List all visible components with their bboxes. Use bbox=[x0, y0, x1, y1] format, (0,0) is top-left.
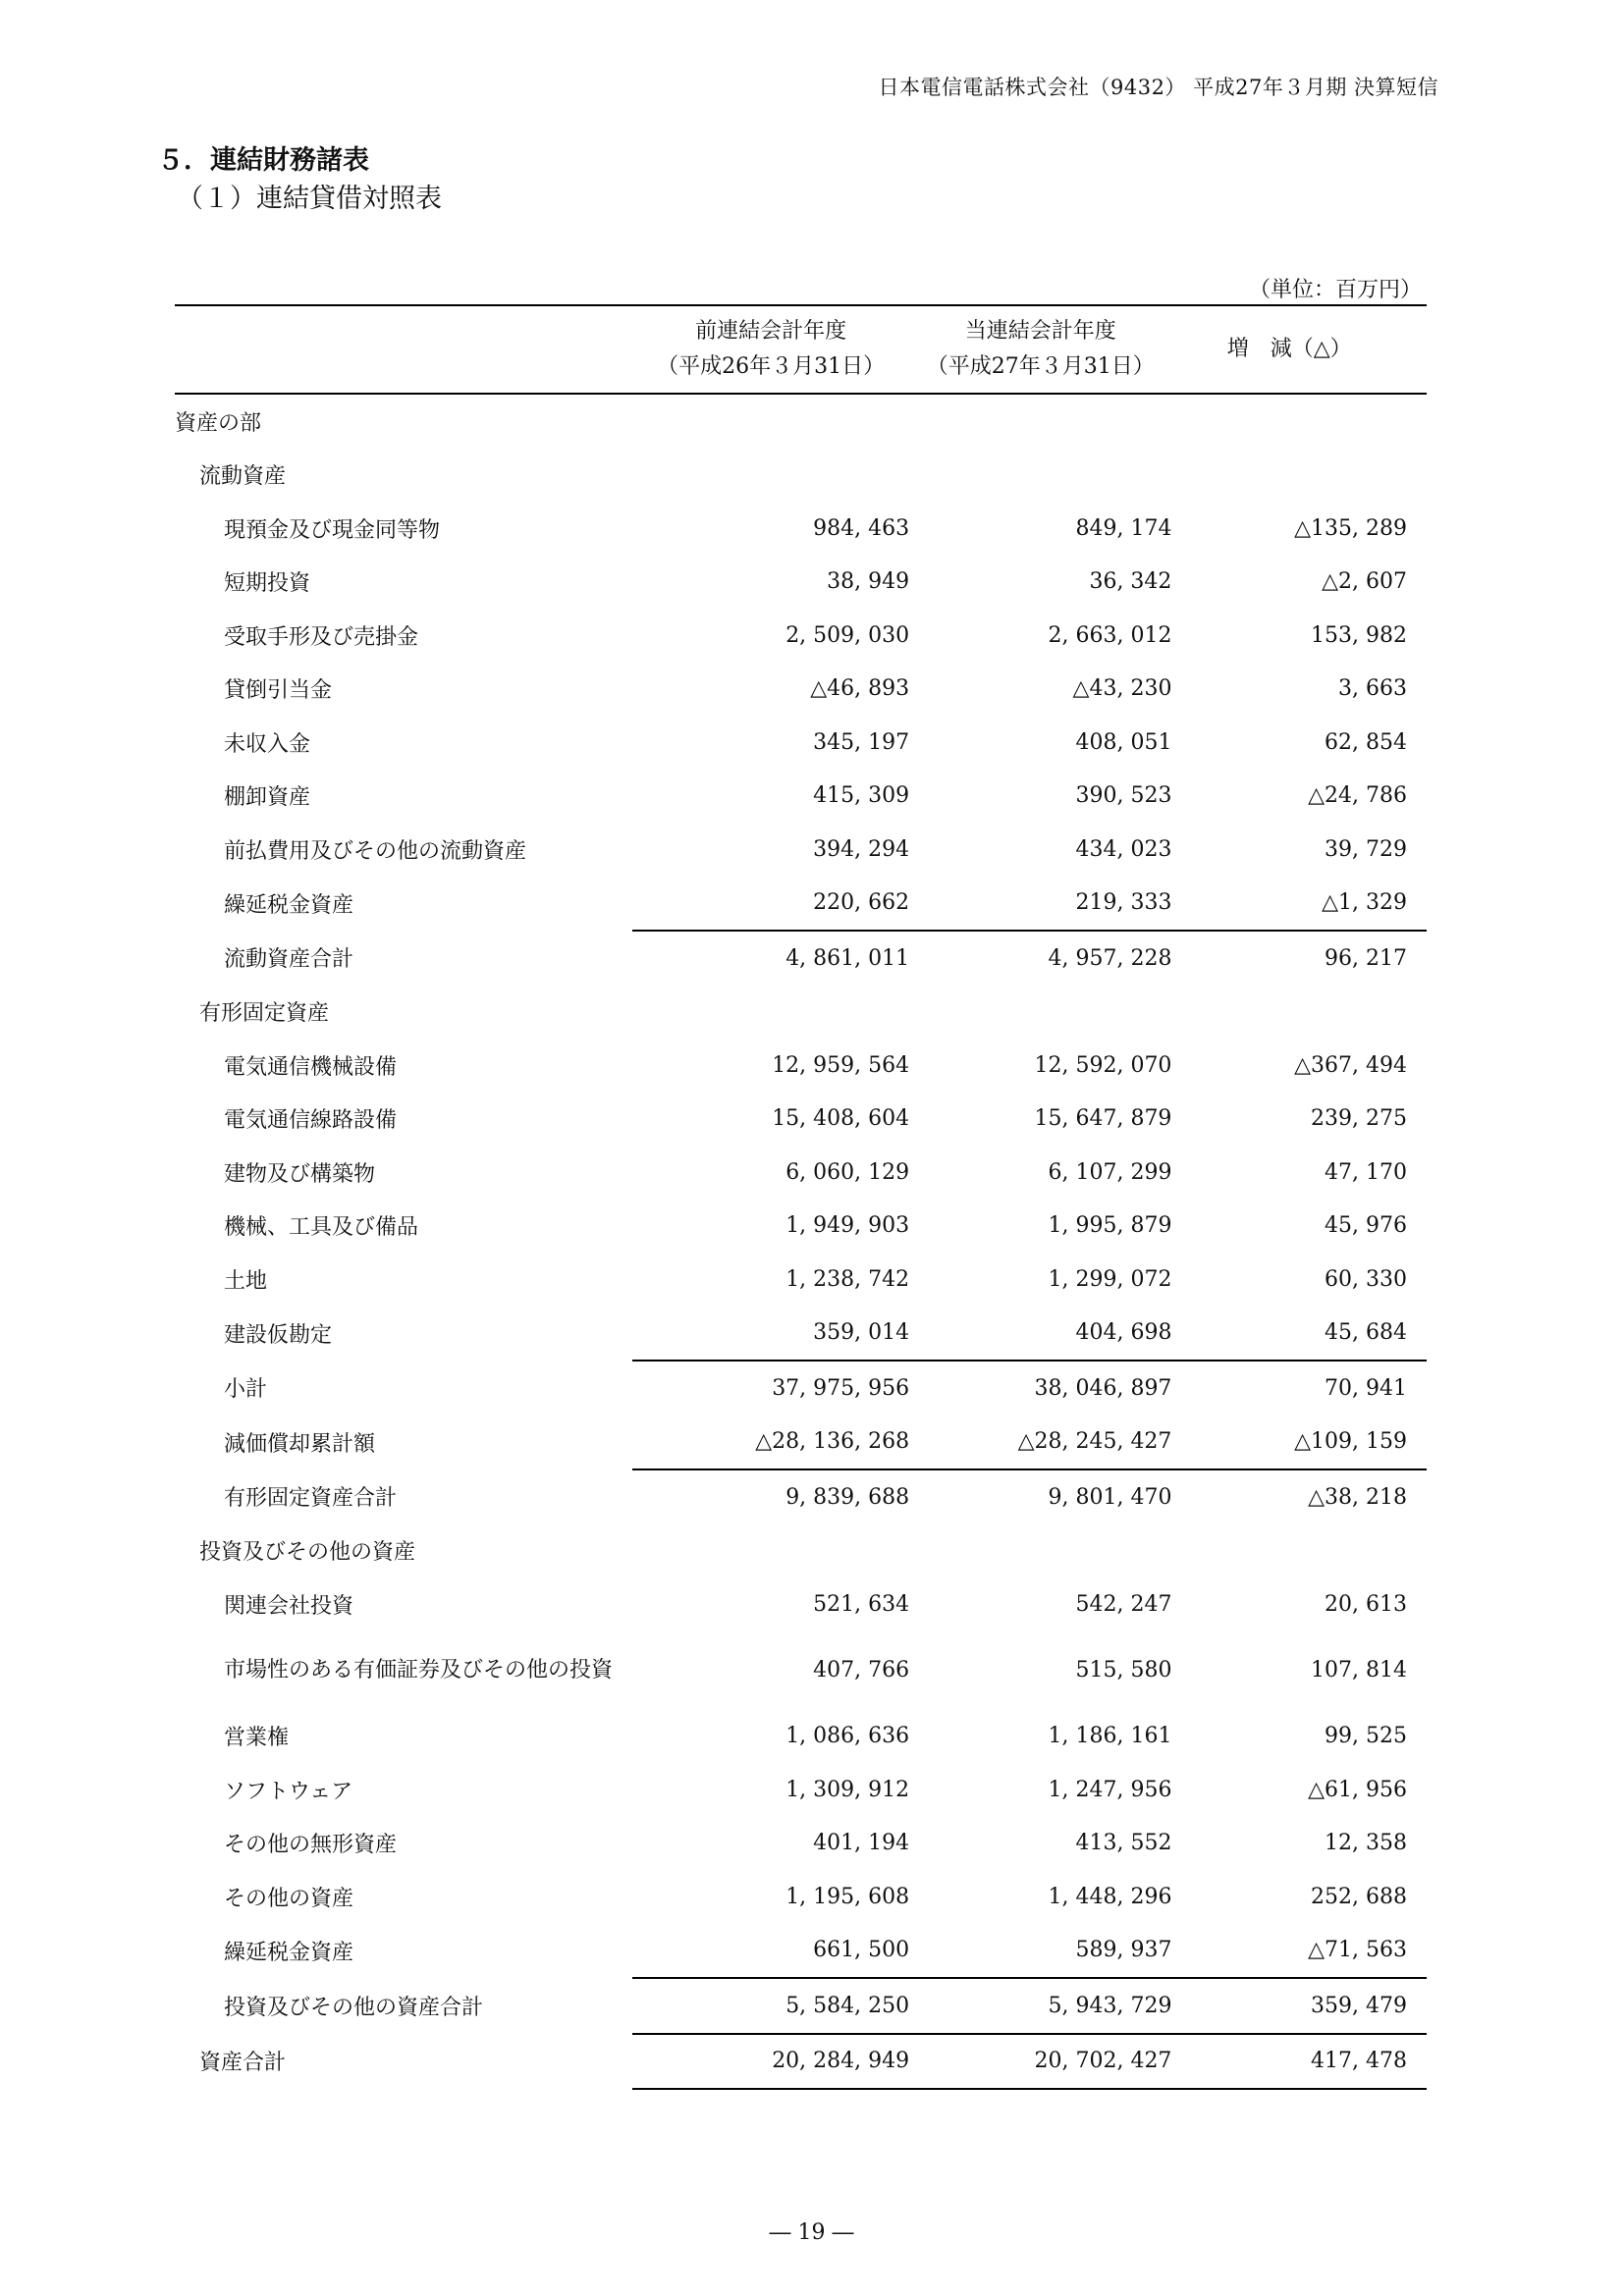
table-row bbox=[175, 1817, 1427, 1871]
curr-year-value bbox=[909, 394, 1171, 449]
header-prev-year bbox=[632, 305, 909, 394]
header-curr-year-line1: 当連結会計年度 bbox=[964, 319, 1116, 344]
prev-year-value: 38, 949 bbox=[827, 569, 910, 595]
curr-year-value: 589, 937 bbox=[1075, 1938, 1172, 1963]
unit-label: （単位：百万円） bbox=[1248, 278, 1422, 302]
curr-year-value: 408, 051 bbox=[1075, 729, 1172, 755]
change-value: 62, 854 bbox=[1325, 729, 1407, 755]
row-label: 小計 bbox=[224, 1377, 268, 1403]
prev-year-value bbox=[632, 449, 909, 503]
curr-year-value: 434, 023 bbox=[1075, 836, 1172, 862]
prev-year-value: 1, 309, 912 bbox=[785, 1777, 910, 1802]
prev-year-value bbox=[632, 986, 909, 1040]
header-blank-cell bbox=[175, 305, 632, 394]
prev-year-value bbox=[632, 1524, 909, 1578]
prev-year-value: 661, 500 bbox=[813, 1938, 910, 1963]
table-row bbox=[175, 823, 1427, 877]
row-label: 建物及び構築物 bbox=[224, 1161, 376, 1187]
table-row bbox=[175, 1763, 1427, 1817]
row-label: 前払費用及びその他の流動資産 bbox=[224, 838, 527, 864]
curr-year-value: 36, 342 bbox=[1089, 569, 1172, 595]
curr-year-value: 1, 186, 161 bbox=[1048, 1724, 1172, 1749]
change-value bbox=[1171, 394, 1427, 449]
table-row bbox=[175, 1200, 1427, 1254]
curr-year-value: 1, 247, 956 bbox=[1048, 1777, 1172, 1802]
curr-year-value: 2, 663, 012 bbox=[1048, 622, 1172, 648]
header-change: 増 減（△） bbox=[1226, 337, 1352, 361]
change-value: △38, 218 bbox=[1171, 1469, 1427, 1524]
row-label: その他の無形資産 bbox=[224, 1833, 398, 1858]
row-label: 流動資産合計 bbox=[224, 947, 354, 973]
prev-year-value: 15, 408, 604 bbox=[772, 1106, 910, 1132]
change-value: 45, 684 bbox=[1325, 1320, 1407, 1346]
table-row bbox=[175, 986, 1427, 1040]
row-label: 電気通信機械設備 bbox=[224, 1054, 398, 1080]
change-value bbox=[1171, 449, 1427, 503]
table-row bbox=[175, 1469, 1427, 1524]
prev-year-value: 345, 197 bbox=[813, 729, 910, 755]
table-row bbox=[175, 2034, 1427, 2090]
row-label: 関連会社投資 bbox=[224, 1593, 354, 1619]
prev-year-value: 6, 060, 129 bbox=[785, 1159, 910, 1185]
row-label: 建設仮勘定 bbox=[224, 1322, 333, 1348]
table-row bbox=[175, 1924, 1427, 1979]
curr-year-value: 404, 698 bbox=[1075, 1320, 1172, 1346]
prev-year-value: 12, 959, 564 bbox=[772, 1052, 910, 1078]
change-value: 239, 275 bbox=[1311, 1106, 1407, 1132]
row-label: 短期投資 bbox=[224, 571, 311, 597]
table-row bbox=[175, 1631, 1427, 1710]
curr-year-value bbox=[909, 986, 1171, 1040]
change-value bbox=[1171, 1524, 1427, 1578]
curr-year-value: 542, 247 bbox=[1075, 1591, 1172, 1617]
curr-year-value: 12, 592, 070 bbox=[1034, 1052, 1172, 1078]
curr-year-value: 849, 174 bbox=[1075, 515, 1172, 541]
table-row bbox=[175, 394, 1427, 449]
prev-year-value: 1, 086, 636 bbox=[785, 1724, 910, 1749]
prev-year-value bbox=[632, 394, 909, 449]
table-row bbox=[175, 1307, 1427, 1362]
prev-year-value: △28, 136, 268 bbox=[755, 1429, 910, 1455]
change-value: 60, 330 bbox=[1325, 1266, 1407, 1292]
change-value: △135, 289 bbox=[1294, 515, 1407, 541]
table-row bbox=[175, 1093, 1427, 1147]
prev-year-value: 4, 861, 011 bbox=[632, 931, 909, 986]
row-label: 有形固定資産 bbox=[199, 1001, 330, 1027]
table-row bbox=[175, 1361, 1427, 1415]
change-value: 99, 525 bbox=[1325, 1724, 1407, 1749]
prev-year-value: 521, 634 bbox=[813, 1591, 910, 1617]
table-row bbox=[175, 1870, 1427, 1924]
change-value: 153, 982 bbox=[1311, 622, 1407, 648]
table-header-row bbox=[175, 305, 1427, 394]
table-row bbox=[175, 770, 1427, 824]
curr-year-value bbox=[909, 1524, 1171, 1578]
table-row bbox=[175, 556, 1427, 610]
row-label: 繰延税金資産 bbox=[224, 1940, 354, 1965]
change-value: △24, 786 bbox=[1308, 783, 1407, 809]
table-row bbox=[175, 1577, 1427, 1631]
change-value: 417, 478 bbox=[1171, 2034, 1427, 2090]
row-label: 受取手形及び売掛金 bbox=[224, 624, 419, 650]
curr-year-value: 1, 299, 072 bbox=[1048, 1266, 1172, 1292]
table-row bbox=[175, 1524, 1427, 1578]
curr-year-value: 9, 801, 470 bbox=[909, 1469, 1171, 1524]
table-row bbox=[175, 663, 1427, 717]
prev-year-value: 1, 195, 608 bbox=[785, 1884, 910, 1909]
change-value: 12, 358 bbox=[1325, 1831, 1407, 1856]
header-prev-year-line2: （平成26年３月31日） bbox=[657, 354, 886, 379]
row-label: 未収入金 bbox=[224, 731, 311, 757]
curr-year-value bbox=[909, 449, 1171, 503]
row-label: 流動資産 bbox=[199, 464, 287, 490]
row-label: 投資及びその他の資産合計 bbox=[224, 1995, 484, 2020]
row-label: 現預金及び現金同等物 bbox=[224, 517, 441, 543]
change-value: △2, 607 bbox=[1322, 569, 1407, 595]
row-label: 機械、工具及び備品 bbox=[224, 1215, 419, 1241]
table-row bbox=[175, 716, 1427, 770]
prev-year-value: 5, 584, 250 bbox=[632, 1978, 909, 2034]
change-value: △61, 956 bbox=[1308, 1777, 1407, 1802]
curr-year-value: 515, 580 bbox=[1075, 1658, 1172, 1682]
prev-year-value: 359, 014 bbox=[813, 1320, 910, 1346]
section-title: ５．連結財務諸表 bbox=[157, 145, 369, 176]
curr-year-value: 413, 552 bbox=[1075, 1831, 1172, 1856]
change-value: 20, 613 bbox=[1325, 1591, 1407, 1617]
curr-year-value: 38, 046, 897 bbox=[909, 1361, 1171, 1415]
curr-year-value: 5, 943, 729 bbox=[909, 1978, 1171, 2034]
row-label: 貸倒引当金 bbox=[224, 678, 333, 704]
row-label: 資産合計 bbox=[199, 2051, 287, 2076]
change-value: 107, 814 bbox=[1311, 1658, 1407, 1682]
table-row bbox=[175, 1710, 1427, 1764]
curr-year-value: 1, 448, 296 bbox=[1048, 1884, 1172, 1909]
change-value: 3, 663 bbox=[1338, 676, 1407, 702]
row-label: その他の資産 bbox=[224, 1886, 354, 1911]
curr-year-value: 20, 702, 427 bbox=[909, 2034, 1171, 2090]
row-label: 営業権 bbox=[224, 1726, 290, 1751]
row-label: ソフトウェア bbox=[224, 1779, 353, 1804]
curr-year-value: 219, 333 bbox=[1075, 890, 1172, 916]
curr-year-value: △28, 245, 427 bbox=[1017, 1429, 1172, 1455]
header-curr-year bbox=[909, 305, 1171, 394]
row-label: 市場性のある有価証券及びその他の投資 bbox=[224, 1657, 614, 1682]
change-value: 252, 688 bbox=[1311, 1884, 1407, 1909]
row-label: 投資及びその他の資産 bbox=[199, 1540, 416, 1566]
row-label: 減価償却累計額 bbox=[224, 1431, 376, 1457]
table-row bbox=[175, 877, 1427, 932]
change-value: 47, 170 bbox=[1325, 1159, 1407, 1185]
prev-year-value: 401, 194 bbox=[813, 1831, 910, 1856]
change-value: △71, 563 bbox=[1308, 1938, 1407, 1963]
table-row bbox=[175, 1415, 1427, 1470]
change-value: 45, 976 bbox=[1325, 1213, 1407, 1239]
table-row bbox=[175, 1146, 1427, 1200]
change-value bbox=[1171, 986, 1427, 1040]
table-row bbox=[175, 609, 1427, 663]
header-prev-year-line1: 前連結会計年度 bbox=[695, 319, 847, 344]
curr-year-value: 1, 995, 879 bbox=[1048, 1213, 1172, 1239]
prev-year-value: 220, 662 bbox=[813, 890, 910, 916]
table-row bbox=[175, 931, 1427, 986]
change-value: 359, 479 bbox=[1171, 1978, 1427, 2034]
row-label: 土地 bbox=[224, 1268, 268, 1294]
prev-year-value: 394, 294 bbox=[813, 836, 910, 862]
change-value: △109, 159 bbox=[1294, 1429, 1407, 1455]
prev-year-value: 415, 309 bbox=[813, 783, 910, 809]
prev-year-value: 9, 839, 688 bbox=[632, 1469, 909, 1524]
row-label: 繰延税金資産 bbox=[224, 892, 354, 918]
change-value: 96, 217 bbox=[1171, 931, 1427, 986]
prev-year-value: 984, 463 bbox=[813, 515, 910, 541]
company-header: 日本電信電話株式会社（9432） 平成27年３月期 決算短信 bbox=[878, 76, 1438, 99]
prev-year-value: 1, 238, 742 bbox=[785, 1266, 910, 1292]
change-value: △367, 494 bbox=[1294, 1052, 1407, 1078]
curr-year-value: 15, 647, 879 bbox=[1034, 1106, 1172, 1132]
header-curr-year-line2: （平成27年３月31日） bbox=[926, 354, 1155, 379]
table-row bbox=[175, 502, 1427, 556]
balance-sheet-table bbox=[175, 304, 1427, 2090]
table-row bbox=[175, 449, 1427, 503]
table-row bbox=[175, 1253, 1427, 1307]
page-number: ― 19 ― bbox=[769, 2220, 854, 2245]
prev-year-value: △46, 893 bbox=[810, 676, 910, 702]
curr-year-value: 390, 523 bbox=[1075, 783, 1172, 809]
row-label: 棚卸資産 bbox=[224, 785, 311, 811]
curr-year-value: 6, 107, 299 bbox=[1048, 1159, 1172, 1185]
curr-year-value: △43, 230 bbox=[1072, 676, 1172, 702]
table-row bbox=[175, 1978, 1427, 2034]
row-label: 電気通信線路設備 bbox=[224, 1108, 398, 1134]
change-value: 70, 941 bbox=[1171, 1361, 1427, 1415]
table-body bbox=[175, 394, 1427, 2089]
row-label: 資産の部 bbox=[175, 410, 262, 436]
prev-year-value: 37, 975, 956 bbox=[632, 1361, 909, 1415]
row-label: 有形固定資産合計 bbox=[224, 1486, 398, 1512]
change-value: 39, 729 bbox=[1325, 836, 1407, 862]
prev-year-value: 1, 949, 903 bbox=[785, 1213, 910, 1239]
prev-year-value: 2, 509, 030 bbox=[785, 622, 910, 648]
prev-year-value: 20, 284, 949 bbox=[632, 2034, 909, 2090]
prev-year-value: 407, 766 bbox=[813, 1658, 910, 1682]
table-row bbox=[175, 1039, 1427, 1093]
change-value: △1, 329 bbox=[1322, 890, 1407, 916]
section-subtitle: （１）連結貸借対照表 bbox=[177, 184, 442, 214]
curr-year-value: 4, 957, 228 bbox=[909, 931, 1171, 986]
